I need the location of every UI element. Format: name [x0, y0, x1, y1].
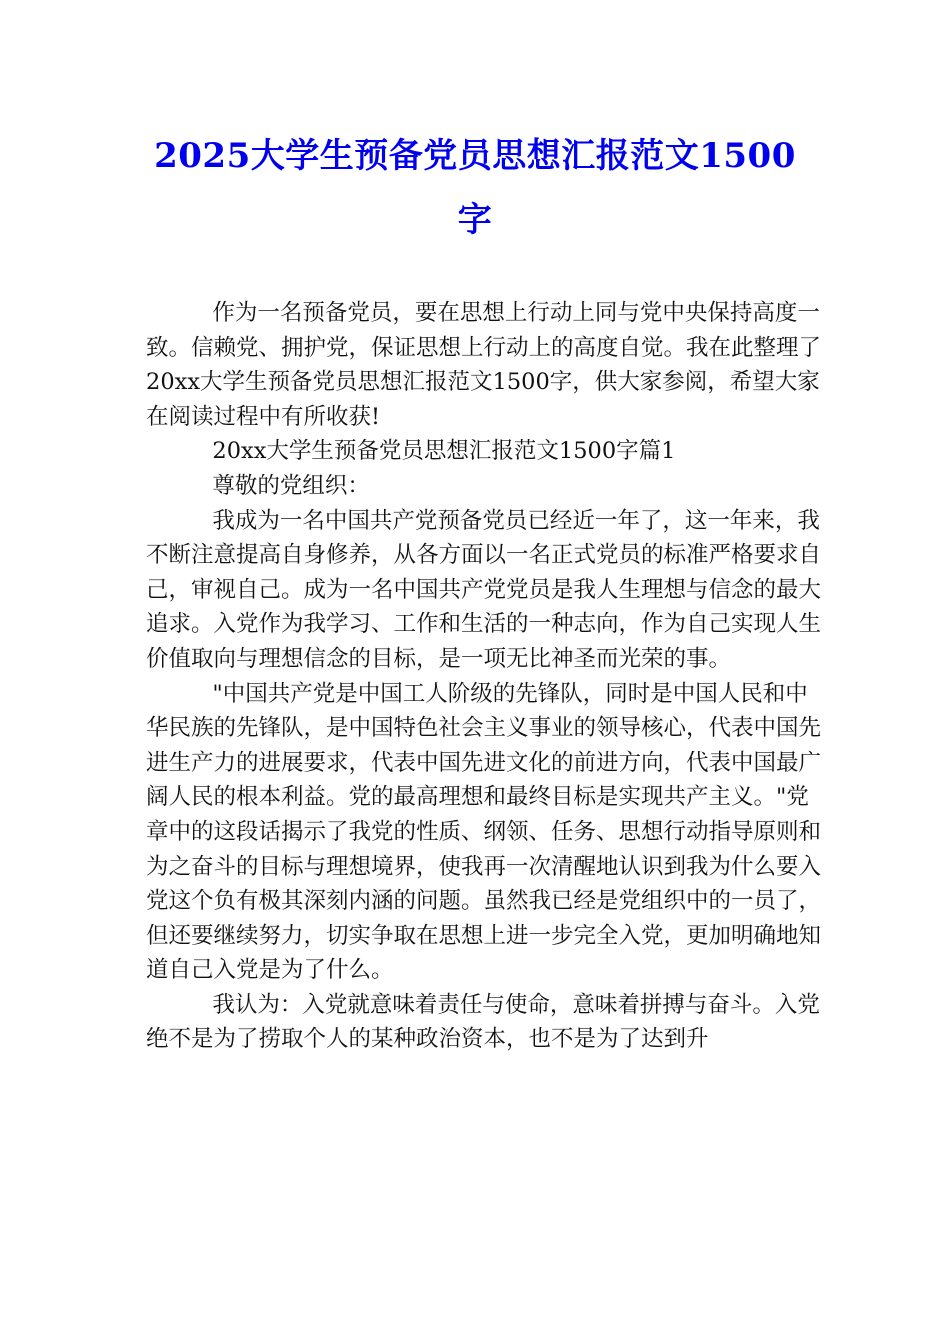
- title-line-1: 2025大学生预备党员思想汇报范文1500: [154, 136, 796, 176]
- document-body: [146, 296, 826, 1057]
- title-line-2: 字: [457, 200, 493, 240]
- section-heading: 20xx大学生预备党员思想汇报范文1500字篇1: [212, 438, 676, 465]
- intro-paragraph: 作为一名预备党员，要在思想上行动上同与党中央保持高度一致。信赖党、拥护党，保证思想上行动上的高度自觉。我在此整理了20xx大学生预备党员思想汇报范文1500字，供大家参阅，希望大家在阅读过程中有所收获!: [146, 300, 822, 430]
- salutation: 尊敬的党组织：: [212, 472, 370, 499]
- body-paragraph-2: "中国共产党是中国工人阶级的先锋队，同时是中国人民和中华民族的先锋队，是中国特色社会主义事业的领导核心，代表中国先进生产力的进展要求，代表中国先进文化的前进方向，代表中国最广阔人民的根本利益。党的最高理想和最终目标是实现共产主义。"党章中的这段话揭示了我党的性质、纲领、任务、思想行动指导原则和为之奋斗的目标与理想境界，使我再一次清醒地认识到我为什么要入党这个负有极其深刻内涵的问题。虽然我已经是党组织中的一员了，但还要继续努力，切实争取在思想上进一步完全入党，更加明确地知道自己入党是为了什么。: [146, 680, 822, 984]
- document-title: [100, 124, 850, 252]
- body-paragraph-1: 我成为一名中国共产党预备党员已经近一年了，这一年来，我不断注意提高自身修养，从各方面以一名正式党员的标准严格要求自己，审视自己。成为一名中国共产党党员是我人生理想与信念的最大追求。入党作为我学习、工作和生活的一种志向，作为自己实现人生价值取向与理想信念的目标，是一项无比神圣而光荣的事。: [146, 507, 822, 672]
- body-paragraph-3: 我认为：入党就意味着责任与使命，意味着拼搏与奋斗。入党绝不是为了捞取个人的某种政治资本，也不是为了达到升: [146, 991, 820, 1053]
